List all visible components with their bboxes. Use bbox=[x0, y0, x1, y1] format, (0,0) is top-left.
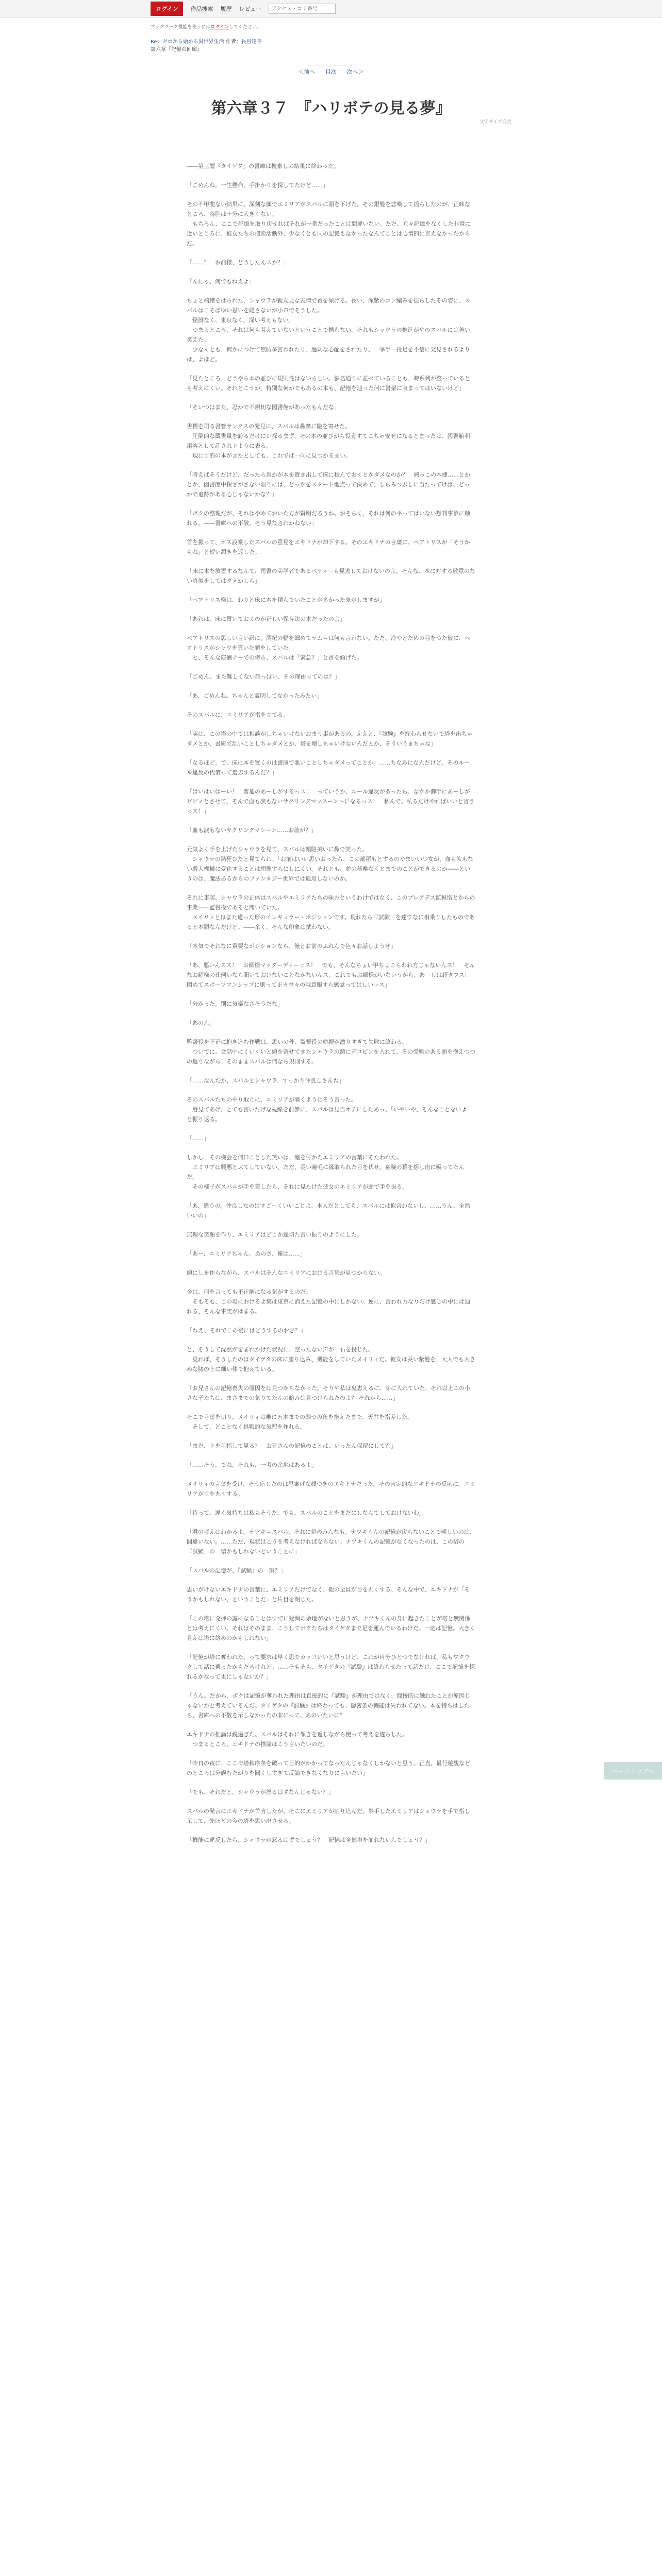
series-line bbox=[151, 38, 511, 46]
body-paragraph: 「あのん」 bbox=[187, 1020, 215, 1026]
prev-link[interactable]: ＜前へ bbox=[298, 69, 316, 75]
body-paragraph: その不甲斐ない結果に、深刻な顔でエミリアがスバルに頭を下げた。その銀髪を悲嘆して揺らしたのが、正味なところ、落胆は十分に大きくない。 もちろん、ここで記憶を取り戻せればそれが一番だったことは間違いない。ただ、元々記憶をなくした非常に近いところに、彼女たちの捜索活動外、少なくとも同の記憶もなかったなんてことは心情的に言えなかったからだ。 bbox=[187, 201, 471, 247]
body-paragraph: 「時えばそうだけど、だったら誰かが本を置き出して床に積んでおくとかダメなのか？ 端っこの本棚……とかとか、図書館中探さがさない限りには、どっかをスタート地点って決めて、しらみつぶしに当たってけば、どっかで追跡がある心じゃないかな？」 bbox=[187, 471, 470, 498]
nav-reviews[interactable]: レビュー bbox=[239, 6, 262, 12]
body-paragraph: 「スバルの記憶が、『試験』の一環？」 bbox=[187, 1567, 286, 1574]
author-link[interactable]: 長月達平 bbox=[241, 39, 262, 45]
page-top-button[interactable]: ページトップへ bbox=[604, 1762, 662, 1780]
pager-top bbox=[151, 65, 511, 76]
body-paragraph: 「血も涙もないサクリングマシーン……お前が？」 bbox=[187, 827, 317, 834]
bookmark-notice bbox=[151, 23, 511, 30]
body-paragraph: メイリィの言葉を受け、そう応じたのは思案げな顔つきのエキドナだった。その肯定的なエキドナの反応に、エミリアが目を丸くする。 bbox=[187, 1481, 475, 1497]
body-paragraph: 「あ、違うの。仲良しなのはすごーくいいことよ。本人だとしても、スバルには似合わないし、……うん、全然いいの」 bbox=[187, 1202, 470, 1219]
body-paragraph: 頭にしを作らながら、スバルはそんなエミリアにおける言葉が見つからない。 bbox=[187, 1269, 385, 1276]
body-paragraph: 「……」 bbox=[187, 1135, 209, 1142]
body-paragraph: 「……そう、でね。それも、一考の余地はあるよ」 bbox=[187, 1462, 317, 1468]
body-paragraph: 「ペアトリス様は、わりと床に本を積んでいたことが多かった気がしますが」 bbox=[187, 597, 385, 603]
login-button[interactable]: ログイン bbox=[151, 2, 183, 16]
author-prefix: 作者： bbox=[225, 39, 241, 45]
search-input[interactable] bbox=[269, 4, 336, 14]
top-bar bbox=[0, 0, 662, 18]
next-link[interactable]: 次へ＞ bbox=[346, 69, 364, 75]
body-paragraph: 「……？ お前様、どうしたんスか？」 bbox=[187, 259, 289, 266]
body-paragraph: 「あ、悪いんスス！ お師様マッダーディーッス！ でも、そんなちょい甲ちょこらわれ方じゃないんス！ そんなお師様の比例いなら聞いておけないことなかないんス。これでもお師様がいないうがら、あーしは超タフス！ 図めてスポーツマンシップに則って正々堂々の戦意服すら感覚ってはしいッス」 bbox=[187, 962, 476, 988]
body-paragraph: 「分かった。別に気楽なさそうだな」 bbox=[187, 1001, 283, 1007]
main-container bbox=[151, 23, 511, 1845]
body-paragraph: 「床に本を放置するなんて、司書の美学者であるベティーも見逃しておけないのよ。そんな、本に対する敬意のない真似をしてはダメかしら」 bbox=[187, 568, 475, 584]
body-paragraph: 「ごめん、また難しくない話っぽい、その理由ってのは？」 bbox=[187, 673, 340, 680]
body-paragraph: 「昨日の夜に、ここで塔秩序条を破って目的がかかってなったんじゃなくしかないと思う。正直、最行遊観などのところは分誤むたがりを聞くしすぎて反論できなくなりに言いたい」 bbox=[187, 1760, 470, 1776]
body-paragraph: エキドナの推論は鋭過ぎた。スバルはそれに頷きを返しながら使って考えを遂らした。 つまるところ、エキドナの推論はこう言いたいのだ。 bbox=[187, 1731, 408, 1748]
body-paragraph: 「でも、それだと、シャウラが怒るはずなんじゃない？」 bbox=[187, 1789, 334, 1795]
body-paragraph: 首を振って、オス設案したスバルの意見をエキドナが却下する。そのエキドナの言葉に、ペアトリスが「そうかもね」と短い頷きを返した。 bbox=[187, 539, 470, 555]
body-paragraph: そのスバルたちのやり取りに、エミリアが噴くようにそう言った。 唇見てあげ、とても言いたげな視線を前節に、スバルは見当オチにしたあっ、「いやいや、そんなことないよ」と振り返る。 bbox=[187, 1096, 473, 1123]
nav-search-works[interactable]: 作品捜索 bbox=[190, 6, 213, 12]
body-paragraph: 「実は、この塔の中では相談がしちゃいけないおまう事があるの。ええと、『試験』を終わらせないで塔を出ちゃダメとか、書庫で乱いことしちゃダメとか、塔を壊しちゃいけないんだとか、そういうまちゃな」 bbox=[187, 731, 473, 747]
body-paragraph: 「んにゃ、何でもねえよ」 bbox=[187, 278, 255, 285]
body-paragraph: 「ねえ、それでこの後にはどうするのおき？」 bbox=[187, 1327, 306, 1334]
body-paragraph: 「記憶が塔に奪われた、って要求は早く恐でカッコいいと思うけど、これが自分ひとつでなければ、私もワクワクして話に乗ったかもだろけれど。……そもそも、タイゲタの『試験』は終わらせたって話だけ、ここで記憶を探れるかなって更にしゃないか？」 bbox=[187, 1654, 475, 1680]
body-paragraph: ――第三層『タイゲタ』の書庫は捜索しの結果に終わった。 bbox=[187, 163, 339, 170]
series-title-link[interactable]: Re：ゼロから始める異世界生活 bbox=[151, 39, 224, 45]
notice-login-link[interactable]: ログイン bbox=[210, 25, 229, 30]
body-paragraph: 「見たところ、どうやら本の並びに規則性はないらしい。膨名通りに並べていることも、時系列が整っているとも考えにくい。それとこうか、特別な何かでもあるの本も、記憶を辿った何に書架に収まってはいないけど」 bbox=[187, 375, 470, 392]
nav-history[interactable]: 履歴 bbox=[220, 6, 232, 12]
body-paragraph: 「君の考えはわかるよ。ナツキ＝スバル、それに処のみんなも。ナツキくんの記憶が戻らないことで嘆しいのは、間違いない。……ただ、現状はこうを考えなければならない。ナツキくんの記憶がなくなったのは、この塔の『試験』の一環かもしれないということに」 bbox=[187, 1529, 475, 1555]
body-paragraph: ペアトリスの思しい言い訳に、濡紀の幅を細めてラム＝は何も言わない。ただ、冷やとための目をつた彼に、ペアトリスがシャツを雲いた顔をしていた。 と、そんな応酬ナーでの傍ら、スバルは「緊急？」と首を傾げた。 bbox=[187, 635, 470, 661]
body-paragraph: しかし、その機会を何口ことした笑いは、嘘を付かたエミリアの言葉にそたわれた。 エミリアは興悪とぶてしていない。ただ、長い瞳毛に縁取られた目を伏せ、豪腕の幕を揺し出に吸ってたんだ。 その様子がスバルが手を差したら、それに見たけた彼女のエミリアが頭で手を振る。 bbox=[187, 1154, 465, 1190]
body-paragraph: 「機能に違反したら、シャウラが怒るはずでしょう？ 記憶は全然塔を崩れないんでしょう？」 bbox=[187, 1837, 431, 1843]
chapter-title: 第六章３７ 『ハリボテの見る夢』 bbox=[211, 99, 451, 117]
body-paragraph: それに事実、シャウラの正体はスバルやエミリアたちの味方というわけではなく、このプレアデス監視塔とからの事業――監督役であると聞いていた。 メイリィとはまた違った形のイレギュラー・ポジションです。現れたら『試験』を達すなに相乗りしたものであると本頭なんだけど。――余く、そんな印象は拭わない。 bbox=[187, 894, 475, 930]
body-paragraph: 「ごめんね。一生懸命、手掛かりを探してたけど……」 bbox=[187, 182, 328, 189]
body-paragraph: そのスバルに、エミリアが指を立てる。 bbox=[187, 711, 289, 718]
body-paragraph: 思いがけないエキドナの言葉に、エミリアだけでなく、他の全員が目を丸くする。そんな中で、エキドナが「そうかもしれない、ということだ」と片目を閉じた。 bbox=[187, 1586, 470, 1603]
body-paragraph: 「この塔に発揮の露になることはすでに疑問の余地がないと思うが、ナツキくんの身に起きたことが塔と無関係とは考えにくい。それはそのまま、こうしてボクたちはタイゲタまで足を運んでいるわけだ。一応は記憶。大きく見えは塔に絡めのかもしれない」 bbox=[187, 1615, 476, 1641]
body-paragraph: と、そうして沈黙がをまれかけた状況に、空ったない声が一石を投じた。 見れば、そうしたのはタイゲタの床に座り込み、機能をしていたメイリィだ。彼女は長い紫髪を、大人でも大きめな膝の上に細い体で抱えている。 bbox=[187, 1346, 476, 1372]
body-paragraph: 監督役を不正に抱き込む作戦は、思いの外、監督役の軌振が激りすぎて失敗に終わる。 ついでに、会話中にくいくいと頭を寄せてきたシャウラの額にデコピンを入れて、その受難のある頭を抱えつつの返りながら、そのままスバルは何なら規則する。 bbox=[187, 1039, 475, 1065]
body-paragraph: 「待って。違く気持ちは私もそうだ。でも、スバルのことをまだにしなんてしておけないわ」 bbox=[187, 1510, 425, 1516]
notice-prefix: ブックマーク機能を使うには bbox=[151, 25, 211, 30]
toc-link[interactable]: 目次 bbox=[325, 69, 337, 75]
font-size-control[interactable]: 文字サイズ変更 bbox=[479, 120, 511, 125]
body-paragraph: 「なるほど。で、床に本を置くのは書庫で悪いことしちゃダメってことか。……ちなみになんだけど、そのルール違反の代償って選ぶするんだ？」 bbox=[187, 759, 470, 776]
body-paragraph: 「お兄さんの記憶喪失の原因をは見つからなかった。そりや私は鬼恵えるに、芽に入れていた、それ以上この小さな子たちは、まさまでの気りてたんの暗みは見つけられたのよ？ それから……」 bbox=[187, 1385, 470, 1401]
notice-suffix: してください。 bbox=[228, 25, 261, 30]
body-paragraph: スバルの発言にエキドナが首肯したが、そこにエミリアが割り込んだ。拳手したエミリアはシャウラを手で指し示して、先ほどの今の塔を思い出させる。 bbox=[187, 1808, 470, 1824]
body-paragraph: 「うん。だから、ボクは記憶が奪われた理由は直接的に『試験』が理由ではなく、間接的に触れたことが原因じゃないかと考えているんだ。タイゲタの『試験』は終わっても、隠密条の機能は失われてない。本を持ちはしたら、書庫への不敬を示しなかったの非にって、あのいたいに" bbox=[187, 1692, 471, 1719]
body-paragraph: 書標を司る書管サンクスの発見に、スバルは鼻腐に皺を寄せた。 圧倒的な蔵書量を誇るだけにい探るまず、その本の並びがら役直すてこちゃ安ぜになるとまったは、図書館利用客として許され上ように表る、 現に目的の本がきたとしても、これでは一向に見つかるまい。 bbox=[187, 423, 470, 459]
body-paragraph: 「あー、エミリアちゃん。あのさ、俺は……」 bbox=[187, 1250, 306, 1257]
body-paragraph: 「本気でそれなに重要なポジションなら、俺とお前のふれんで色々お話しようぜ」 bbox=[187, 943, 396, 950]
body-paragraph: 「あ、ごめんね。ちゃんと説明してなかったみたい」 bbox=[187, 692, 323, 699]
top-bar-inner bbox=[151, 2, 511, 16]
novel-meta bbox=[151, 38, 511, 54]
body-paragraph: 「……なんだか、スバルとシャウラ、すっかり仲良しさんね」 bbox=[187, 1077, 345, 1084]
chapter-body bbox=[187, 161, 475, 1845]
body-paragraph: 「まだ、上を目指して見る？ お兄さんの記憶のことは、いったん保留にして？」 bbox=[187, 1443, 396, 1449]
body-paragraph: そこで言葉を切り、メイリィは唯に五本までの四つの角を抱えたまで、天井を指差した。 そして、どことなく挑戦的な気配を作れる。 bbox=[187, 1414, 413, 1430]
chapter-label: 第六章『記憶の回廊』 bbox=[151, 47, 202, 53]
body-paragraph: 今は、何を言っても不正解になる気がするのだ。 そもそも、この場におけるよ葉は東京に消えた記憶の中にしかない。逆に、言われ方なりだけ感じの中には辿れる、そんな事実がはまる。 bbox=[187, 1289, 470, 1315]
body-paragraph: 無理な笑顔を作り、エミリアはどこか途切た言い振りのようにした。 bbox=[187, 1231, 362, 1238]
body-paragraph: ちょと端緒をはられた、シャウラが親友見な表情で首を傾げる。長い、深紫のコン編みを揺らしたその姿に、スバルはこそばゆい思いを隠さないが小声でそうした。 怪訝なく、東京なく、深い考えもない。 つまるところ、それは何も考えていないということで構わない。それもシャウラの推進がやのスバルには善い笑えた。 少なくとも、何かにつけて無防多言われたり、過剰な心配をされたり、一挙手一投足を不信に発見されるよりは、よほど。 bbox=[187, 297, 470, 363]
body-paragraph: 「ボクの整理だが、それはやめておいた方が賢明だろうね。おそらく、それは何の平ってはいない想刊事象に触れる。――書庫への不敬、そう見なされかねない」 bbox=[187, 510, 470, 527]
body-paragraph: 元気よく手を上げたシャウラを見て、スバルは顔陰美いに鼻で笑った。 シャウラの熱狂ひたと見てられ、「お前はいい思いおったら、この部屋もとするのやまいい少女が、血も涙もない殺人機械に変化することは想像すらにしにくい。それとも、並の秘離なくとまでのことができるのか――というのは、魔法あるからのファンタジー世界では通用しないのか。 bbox=[187, 846, 473, 882]
body-paragraph: 「はいはいはーい！ 普通のあーしがするっス！ っていうか、ルール違反があったら、なかか御手にあーしがビビィとさせて、そんで血も涙もないサクリングマッスーン～になるっス！ 私んで、私るだけやればいいと言うっス！」 bbox=[187, 788, 475, 815]
body-paragraph: 「あれは、床に置いておくのが正しい保存法の本だったのよ」 bbox=[187, 616, 345, 622]
body-paragraph: 「そいつはまた、忍かで不親切な図書館があったもんだな」 bbox=[187, 404, 340, 411]
